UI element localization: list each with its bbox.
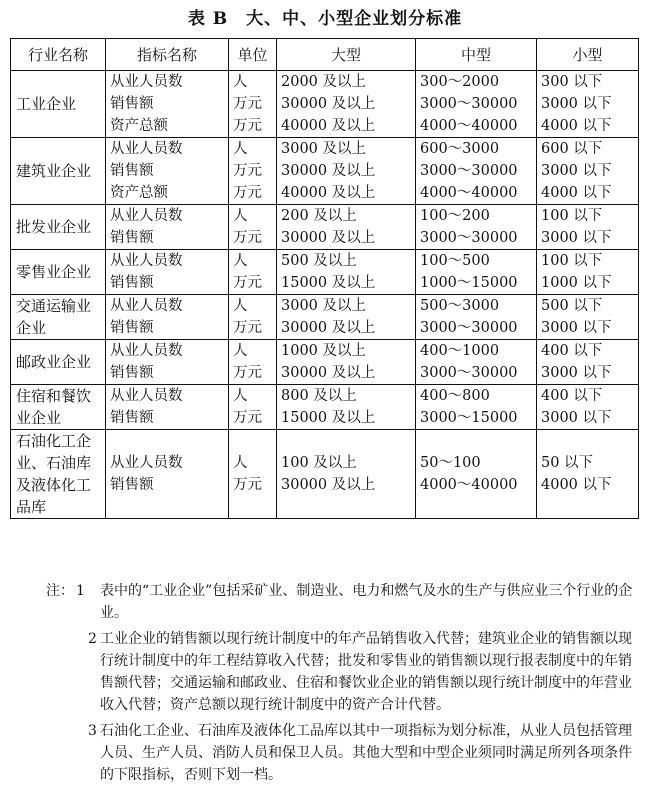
cell-line: 1000 以下 [541, 275, 612, 291]
cell-industry [11, 71, 106, 138]
cell-line: 住宿和餐饮 [16, 387, 92, 405]
cell-line: 从业人员数 [110, 455, 183, 471]
header-small: 小型 [537, 39, 639, 71]
cell-industry [11, 430, 106, 519]
cell-indicators [106, 250, 229, 295]
cell-line: 30000 及以上 [281, 96, 376, 112]
cell-indicators [106, 385, 229, 430]
table-row [11, 138, 639, 205]
cell-indicators [106, 430, 229, 519]
cell-line: 建筑业企业 [16, 162, 92, 180]
cell-large [277, 138, 416, 205]
cell-line: 100～500 [420, 253, 490, 269]
cell-indicators [106, 71, 229, 138]
cell-industry [11, 340, 106, 385]
cell-line: 万元 [233, 118, 262, 134]
cell-line: 40000 及以上 [281, 185, 376, 201]
cell-line: 30000 及以上 [281, 320, 376, 336]
cell-line: 万元 [233, 365, 262, 381]
cell-medium [416, 250, 537, 295]
cell-line: 100 以下 [541, 208, 603, 224]
cell-line: 50～100 [420, 455, 481, 471]
note-item [0, 580, 650, 624]
table-row [11, 430, 639, 519]
cell-line: 3000 以下 [541, 320, 612, 336]
note-number: 3 [88, 723, 97, 739]
cell-line: 人 [233, 141, 248, 157]
cell-line: 从业人员数 [110, 388, 183, 404]
note-item [0, 628, 650, 716]
cell-line: 万元 [233, 96, 262, 112]
notes-section [0, 580, 650, 786]
cell-line: 万元 [233, 410, 262, 426]
cell-industry [11, 295, 106, 340]
cell-line: 人 [233, 298, 248, 314]
cell-large [277, 250, 416, 295]
cell-line: 企业 [16, 319, 47, 337]
notes-prefix: 注： [46, 583, 74, 599]
cell-large [277, 295, 416, 340]
header-large: 大型 [277, 39, 416, 71]
cell-line: 3000 以下 [541, 410, 612, 426]
cell-line: 15000 及以上 [281, 275, 376, 291]
cell-line: 人 [233, 388, 248, 404]
cell-line: 销售额 [110, 320, 154, 336]
cell-line: 销售额 [110, 275, 154, 291]
cell-line: 人 [233, 343, 248, 359]
cell-line: 万元 [233, 230, 262, 246]
cell-small [537, 340, 639, 385]
cell-line: 万元 [233, 185, 262, 201]
table-header-row [11, 39, 639, 71]
cell-line: 3000 及以上 [281, 298, 367, 314]
cell-line: 销售额 [110, 163, 154, 179]
cell-line: 销售额 [110, 365, 154, 381]
cell-industry [11, 205, 106, 250]
cell-line: 200 及以上 [281, 208, 357, 224]
cell-line: 3000～30000 [420, 320, 518, 336]
cell-line: 3000 及以上 [281, 141, 367, 157]
cell-line: 业、石油库 [16, 454, 92, 472]
cell-line: 及液体化工 [16, 476, 92, 494]
cell-line: 万元 [233, 163, 262, 179]
cell-units [229, 340, 277, 385]
cell-line: 1000～15000 [420, 275, 518, 291]
cell-small [537, 205, 639, 250]
cell-line: 销售额 [110, 410, 154, 426]
cell-line: 交通运输业 [16, 297, 92, 315]
enterprise-size-table [10, 38, 639, 519]
table-body [11, 71, 639, 519]
table-row [11, 71, 639, 138]
cell-line: 3000～30000 [420, 365, 518, 381]
cell-line: 万元 [233, 320, 262, 336]
cell-line: 600～3000 [420, 141, 500, 157]
table-row [11, 340, 639, 385]
cell-indicators [106, 295, 229, 340]
note-number: 2 [88, 631, 97, 647]
cell-line: 2000 及以上 [281, 74, 367, 90]
cell-industry [11, 138, 106, 205]
cell-line: 人 [233, 253, 248, 269]
cell-units [229, 138, 277, 205]
cell-small [537, 295, 639, 340]
cell-industry [11, 385, 106, 430]
cell-large [277, 385, 416, 430]
cell-small [537, 430, 639, 519]
cell-line: 从业人员数 [110, 253, 183, 269]
table-row [11, 295, 639, 340]
cell-line: 300～2000 [420, 74, 500, 90]
cell-line: 400 以下 [541, 388, 603, 404]
cell-line: 4000～40000 [420, 118, 518, 134]
cell-line: 零售业企业 [16, 263, 92, 281]
cell-indicators [106, 138, 229, 205]
cell-line: 业企业 [16, 409, 62, 427]
table-row [11, 205, 639, 250]
cell-line: 3000 以下 [541, 163, 612, 179]
cell-line: 4000～40000 [420, 185, 518, 201]
cell-line: 从业人员数 [110, 141, 183, 157]
cell-line: 100 及以上 [281, 455, 357, 471]
cell-units [229, 71, 277, 138]
cell-line: 30000 及以上 [281, 163, 376, 179]
note-text: 工业企业的销售额以现行统计制度中的年产品销售收入代替；建筑业企业的销售额以现行统计制度中的年工程结算收入代替；批发和零售业的销售额以现行报表制度中的年销售额代替；交通运输和邮政业、住宿和餐饮业企业的销售额以现行统计制度中的年营业收入代替；资产总额以现行统计制度中的资产合计代替。 [100, 631, 632, 713]
cell-line: 30000 及以上 [281, 230, 376, 246]
cell-large [277, 340, 416, 385]
cell-line: 50 以下 [541, 455, 594, 471]
cell-line: 30000 及以上 [281, 477, 376, 493]
cell-line: 从业人员数 [110, 298, 183, 314]
cell-medium [416, 295, 537, 340]
cell-line: 人 [233, 455, 248, 471]
cell-line: 资产总额 [110, 185, 168, 201]
cell-line: 800 及以上 [281, 388, 357, 404]
cell-line: 从业人员数 [110, 343, 183, 359]
cell-line: 4000 以下 [541, 185, 612, 201]
cell-line: 3000 以下 [541, 96, 612, 112]
cell-line: 500～3000 [420, 298, 500, 314]
cell-line: 500 及以上 [281, 253, 357, 269]
cell-line: 400～1000 [420, 343, 500, 359]
cell-industry [11, 250, 106, 295]
table-title: 表 B 大、中、小型企业划分标准 [187, 9, 463, 29]
cell-line: 600 以下 [541, 141, 603, 157]
header-unit: 单位 [229, 39, 277, 71]
cell-line: 400 以下 [541, 343, 603, 359]
cell-line: 1000 及以上 [281, 343, 367, 359]
cell-line: 100～200 [420, 208, 490, 224]
cell-small [537, 71, 639, 138]
note-text: 表中的“工业企业”包括采矿业、制造业、电力和燃气及水的生产与供应业三个行业的企业。 [100, 583, 633, 621]
cell-medium [416, 430, 537, 519]
cell-line: 3000 以下 [541, 230, 612, 246]
table-row [11, 250, 639, 295]
cell-units [229, 385, 277, 430]
header-medium: 中型 [416, 39, 537, 71]
cell-line: 15000 及以上 [281, 410, 376, 426]
cell-line: 销售额 [110, 477, 154, 493]
cell-line: 人 [233, 74, 248, 90]
cell-line: 3000～30000 [420, 163, 518, 179]
cell-line: 3000～15000 [420, 410, 518, 426]
cell-small [537, 250, 639, 295]
cell-medium [416, 138, 537, 205]
cell-large [277, 430, 416, 519]
cell-line: 3000～30000 [420, 230, 518, 246]
cell-units [229, 250, 277, 295]
cell-line: 400～800 [420, 388, 490, 404]
cell-line: 万元 [233, 275, 262, 291]
cell-line: 从业人员数 [110, 74, 183, 90]
cell-line: 资产总额 [110, 118, 168, 134]
header-industry: 行业名称 [11, 39, 106, 71]
cell-indicators [106, 340, 229, 385]
cell-large [277, 205, 416, 250]
note-text: 石油化工企业、石油库及液体化工品库以其中一项指标为划分标准，从业人员包括管理人员、生产人员、消防人员和保卫人员。其他大型和中型企业须同时满足所列各项条件的下限指标，否则下划一档。 [100, 723, 632, 783]
cell-small [537, 138, 639, 205]
cell-line: 工业企业 [16, 95, 77, 113]
cell-line: 300 以下 [541, 74, 603, 90]
cell-line: 4000 以下 [541, 118, 612, 134]
cell-medium [416, 71, 537, 138]
cell-line: 3000 以下 [541, 365, 612, 381]
cell-line: 品库 [16, 498, 47, 516]
cell-units [229, 205, 277, 250]
cell-medium [416, 340, 537, 385]
cell-line: 100 以下 [541, 253, 603, 269]
cell-medium [416, 205, 537, 250]
cell-units [229, 430, 277, 519]
cell-line: 邮政业企业 [16, 353, 92, 371]
cell-line: 批发业企业 [16, 218, 92, 236]
cell-large [277, 71, 416, 138]
cell-line: 石油化工企 [16, 432, 92, 450]
cell-line: 销售额 [110, 230, 154, 246]
cell-line: 人 [233, 208, 248, 224]
cell-line: 销售额 [110, 96, 154, 112]
cell-indicators [106, 205, 229, 250]
cell-line: 4000～40000 [420, 477, 518, 493]
table-row [11, 385, 639, 430]
note-number: 1 [76, 583, 85, 599]
cell-line: 从业人员数 [110, 208, 183, 224]
cell-line: 3000～30000 [420, 96, 518, 112]
cell-line: 万元 [233, 477, 262, 493]
cell-line: 30000 及以上 [281, 365, 376, 381]
cell-line: 40000 及以上 [281, 118, 376, 134]
cell-line: 4000 以下 [541, 477, 612, 493]
note-item [0, 720, 650, 786]
header-indicator: 指标名称 [106, 39, 229, 71]
cell-small [537, 385, 639, 430]
cell-line: 500 以下 [541, 298, 603, 314]
cell-units [229, 295, 277, 340]
cell-medium [416, 385, 537, 430]
